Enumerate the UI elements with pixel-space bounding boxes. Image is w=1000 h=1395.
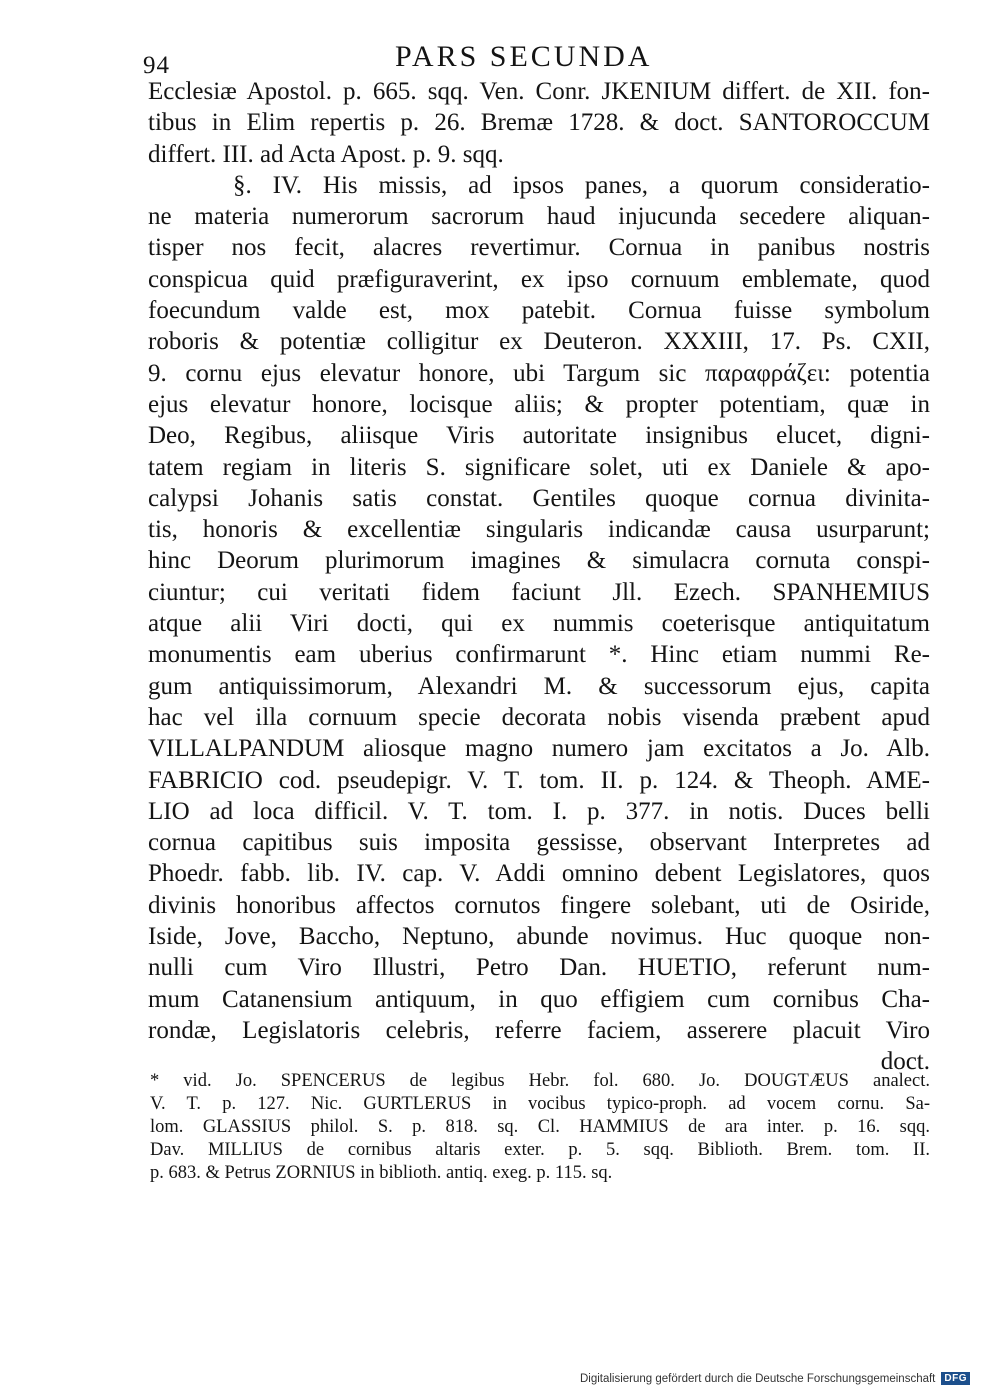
text-line: nulli cum Viro Illustri, Petro Dan. HUETIO, referunt num- <box>148 954 930 982</box>
paragraph-start-line: §. IV. His missis, ad ipsos panes, a quorum consideratio- <box>233 171 930 199</box>
page-number: 94 <box>143 52 170 79</box>
text-line: conspicua quid præfiguraverint, ex ipso cornuum emblemate, quod <box>148 265 930 293</box>
text-line: gum antiquissimorum, Alexandri M. & successorum ejus, capita <box>148 672 930 700</box>
funding-text: Digitalisierung gefördert durch die Deutsche Forschungsgemeinschaft <box>579 1372 936 1385</box>
text-line: Ecclesiæ Apostol. p. 665. sqq. Ven. Conr. JKENIUM differt. de XII. fon- <box>148 78 930 105</box>
text-line: hinc Deorum plurimorum imagines & simulacra cornuta conspi- <box>148 547 930 575</box>
text-line: Phoedr. fabb. lib. IV. cap. V. Addi omnino debent Legislatores, quos <box>148 860 930 888</box>
text-line: roboris & potentiæ colligitur ex Deuteron. XXXIII, 17. Ps. CXII, <box>148 328 930 356</box>
text-line: rondæ, Legislatoris celebris, referre faciem, asserere placuit Viro <box>148 1016 930 1044</box>
text-line: monumentis eam uberius confirmarunt *. Hinc etiam nummi Re- <box>148 641 930 669</box>
text-line: FABRICIO cod. pseudepigr. V. T. tom. II. p. 124. & Theoph. AME- <box>148 766 930 794</box>
text-line: differt. III. ad Acta Apost. p. 9. sqq. <box>148 140 504 168</box>
dfg-logo: DFG <box>941 1372 970 1385</box>
text-line: tibus in Elim repertis p. 26. Bremæ 1728. & doct. SANTOROCCUM <box>148 109 930 137</box>
catchword: doct. <box>880 1048 930 1076</box>
text-line: LIO ad loca difficil. V. T. tom. I. p. 377. in notis. Duces belli <box>148 797 930 825</box>
text-line: ciuntur; cui veritati fidem faciunt Jll. Ezech. SPANHEMIUS <box>148 578 930 606</box>
funding-footer <box>580 1372 970 1385</box>
text-line: atque alii Viri docti, qui ex nummis coeterisque antiquitatum <box>148 610 930 638</box>
text-line: Iside, Jove, Baccho, Neptuno, abunde novimus. Huc quoque non- <box>148 923 930 951</box>
main-text <box>148 76 930 1078</box>
footnote-line: * vid. Jo. SPENCERUS de legibus Hebr. fol. 680. Jo. DOUGTÆUS analect. <box>150 1071 930 1091</box>
text-line: 9. cornu ejus elevatur honore, ubi Targum sic παραφράζει: potentia <box>148 359 930 387</box>
text-line: tatem regiam in literis S. significare solet, uti ex Daniele & apo- <box>148 453 930 481</box>
text-line: ne materia numerorum sacrorum haud injucunda secedere aliquan- <box>148 203 930 231</box>
footnote-line: p. 683. & Petrus ZORNIUS in biblioth. antiq. exeg. p. 115. sq. <box>150 1163 613 1183</box>
text-line: hac vel illa cornuum specie decorata nobis visenda præbent apud <box>148 703 930 731</box>
text-line: mum Catanensium antiquum, in quo effigiem cum cornibus Cha- <box>148 985 930 1013</box>
footnote <box>150 1070 930 1185</box>
text-line: ejus elevatur honore, locisque aliis; & propter potentiam, quæ in <box>148 390 930 418</box>
footnote-line: V. T. p. 127. Nic. GURTLERUS in vocibus typico-proph. ad vocem cornu. Sa- <box>150 1094 930 1114</box>
text-line: divinis honoribus affectos cornutos fingere solebant, uti de Osiride, <box>148 891 930 919</box>
footnote-line: lom. GLASSIUS philol. S. p. 818. sq. Cl. HAMMIUS de ara inter. p. 16. sqq. <box>150 1117 930 1137</box>
footnote-line: Dav. MILLIUS de cornibus altaris exter. p. 5. sqq. Biblioth. Brem. tom. II. <box>150 1140 930 1160</box>
text-line: VILLALPANDUM aliosque magno numero jam excitatos a Jo. Alb. <box>148 735 930 763</box>
text-line: foecundum valde est, mox patebit. Cornua fuisse symbolum <box>148 297 930 325</box>
running-head: PARS SECUNDA <box>395 40 653 73</box>
text-line: tisper nos fecit, alacres revertimur. Cornua in panibus nostris <box>148 234 930 262</box>
text-line: calypsi Johanis satis constat. Gentiles quoque cornua divinita- <box>148 484 930 512</box>
text-line: cornua capitibus suis imposita gessisse, observant Interpretes ad <box>148 829 930 857</box>
text-line: tis, honoris & excellentiæ singularis indicandæ causa usurparunt; <box>148 516 930 544</box>
text-line: Deo, Regibus, aliisque Viris autoritate insignibus elucet, digni- <box>148 422 930 450</box>
